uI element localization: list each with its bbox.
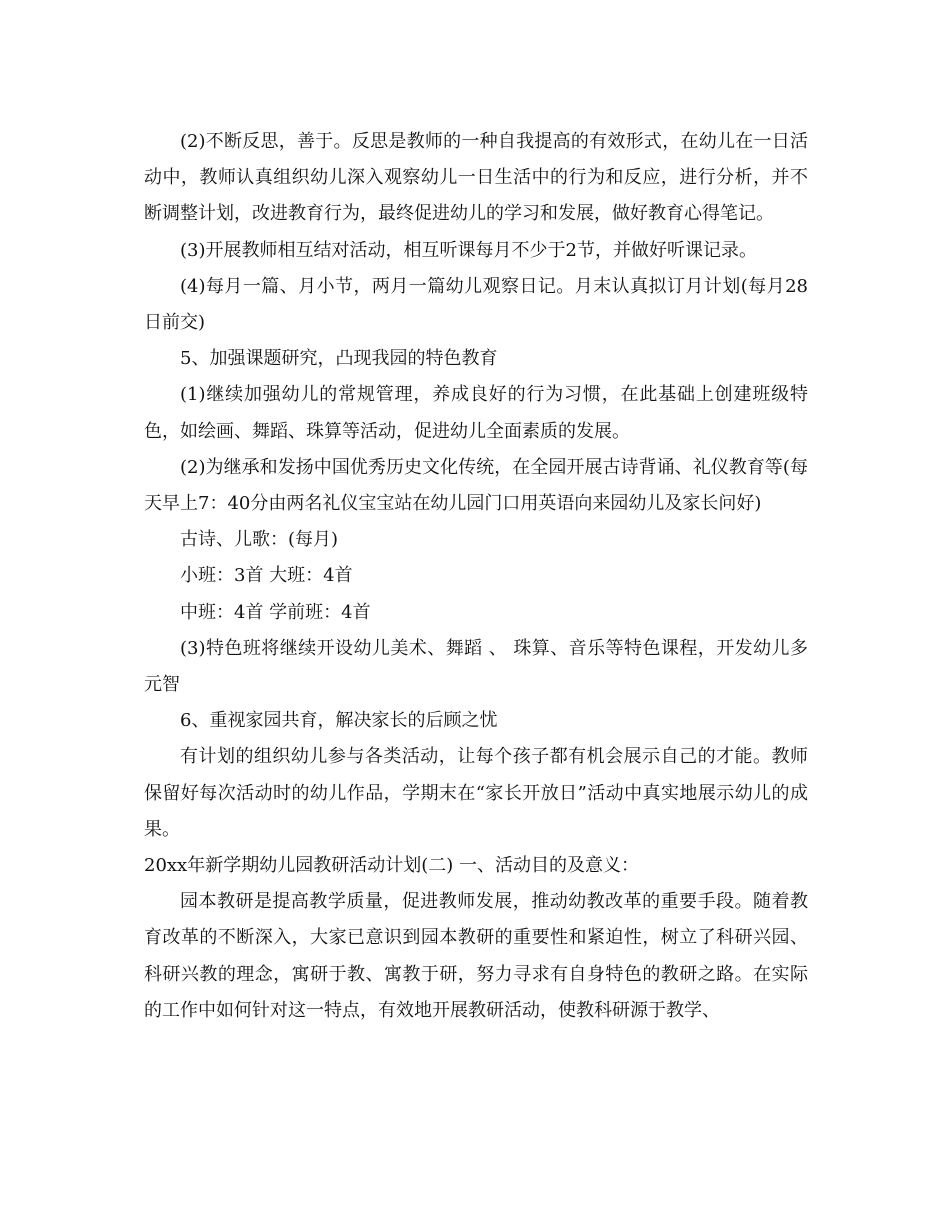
paragraph-peer-lessons: (3)开展教师相互结对活动，相互听课每月不少于2节，并做好听课记录。 xyxy=(180,239,757,261)
paragraph-monthly-notes: (4)每月一篇、月小节，两月一篇幼儿观察日记。月末认真拟订月计划(每月28日前交) xyxy=(144,275,808,334)
document-body xyxy=(144,124,808,1029)
paragraph-teaching-research: 园本教研是提高教学质量，促进教师发展，推动幼教改革的重要手段。随着教育改革的不断深入，大家已意识到园本教研的重要性和紧迫性，树立了科研兴园、科研兴教的理念，寓研于教、寓教于研，努力寻求有自身特色的教研之路。在实际的工作中如何针对这一特点，有效地开展教研活动，使教科研源于教学、 xyxy=(144,891,808,1021)
paragraph-culture-tradition: (2)为继承和发扬中国优秀历史文化传统，在全园开展古诗背诵、礼仪教育等(每天早上7：40分由两名礼仪宝宝站在幼儿园门口用英语向来园幼儿及家长问好) xyxy=(144,456,808,515)
paragraph-activities: 有计划的组织幼儿参与各类活动，让每个孩子都有机会展示自己的才能。教师保留好每次活动时的幼儿作品，学期末在“家长开放日”活动中真实地展示幼儿的成果。 xyxy=(144,746,808,840)
list-item-small-large-class: 小班：3首 大班：4首 xyxy=(180,565,353,587)
paragraph-routine-management: (1)继续加强幼儿的常规管理，养成良好的行为习惯，在此基础上创建班级特色，如绘画、舞蹈、珠算等活动，促进幼儿全面素质的发展。 xyxy=(144,384,808,442)
list-item-poems: 古诗、儿歌：(每月) xyxy=(180,529,339,551)
plan-title-line: 20xx年新学期幼儿园教研活动计划(二) 一、活动目的及意义： xyxy=(144,855,639,877)
section-heading-research: 5、加强课题研究，凸现我园的特色教育 xyxy=(180,348,498,370)
paragraph-reflection: (2)不断反思，善于。反思是教师的一种自我提高的有效形式，在幼儿在一日活动中，教师认真组织幼儿深入观察幼儿一日生活中的行为和反应，进行分析，并不断调整计划，改进教育行为，最终促进幼儿的学习和发展，做好教育心得笔记。 xyxy=(144,131,808,225)
section-heading-home-school: 6、重视家园共育，解决家长的后顾之忧 xyxy=(180,710,498,732)
paragraph-special-courses: (3)特色班将继续开设幼儿美术、舞蹈 、 珠算、音乐等特色课程，开发幼儿多元智 xyxy=(144,637,808,696)
list-item-middle-preschool-class: 中班：4首 学前班：4首 xyxy=(180,601,371,623)
